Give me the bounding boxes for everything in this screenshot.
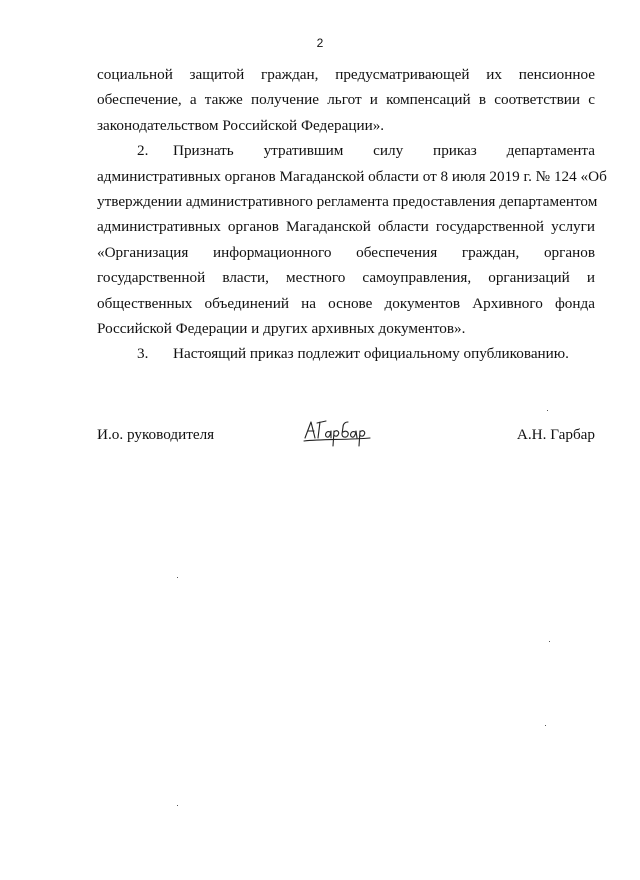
paragraph-2-line-7: общественных объединений на основе документов Архивного фонда [97,294,595,312]
paragraph-3-line-1 [97,341,595,366]
scan-speck [549,641,550,642]
paragraph-2-number: 2. [137,142,149,160]
paragraph-1-line-1: социальной защитой граждан, предусматривающей их пенсионное [97,66,595,83]
scan-speck [177,805,178,806]
paragraph-2-line-1 [97,138,595,163]
paragraph-1-line-2: обеспечение, а также получение льгот и компенсаций в соответствии с [97,91,595,109]
signature-block [97,420,595,450]
paragraph-2-line-4: административных органов Магаданской области государственной услуги [97,218,595,236]
scan-speck [177,577,178,578]
document-body [97,62,607,367]
paragraph-3-number: 3. [137,345,149,363]
signatory-title: И.о. руководителя [97,426,215,443]
paragraph-2-line-1-text: Признать утратившим силу приказ департамента [173,142,595,160]
scan-speck [545,725,546,726]
page-number: 2 [316,36,324,50]
scan-speck [547,410,548,411]
paragraph-2-line-8: Российской Федерации и других архивных документов». [97,320,466,338]
signatory-name: А.Н. Гарбар [516,426,595,443]
paragraph-1-line-3: законодательством Российской Федерации». [97,116,385,134]
handwritten-signature [302,414,388,450]
paragraph-2-line-3: утверждении административного регламента предоставления департаментом [97,193,598,211]
paragraph-2-line-2: административных органов Магаданской области от 8 июля 2019 г. № 124 «Об [97,167,607,185]
paragraph-3-line-1-text: Настоящий приказ подлежит официальному опубликованию. [173,345,569,363]
paragraph-2-line-6: государственной власти, местного самоуправления, организаций и [97,269,595,287]
paragraph-2-line-5: «Организация информационного обеспечения граждан, органов [97,243,595,261]
